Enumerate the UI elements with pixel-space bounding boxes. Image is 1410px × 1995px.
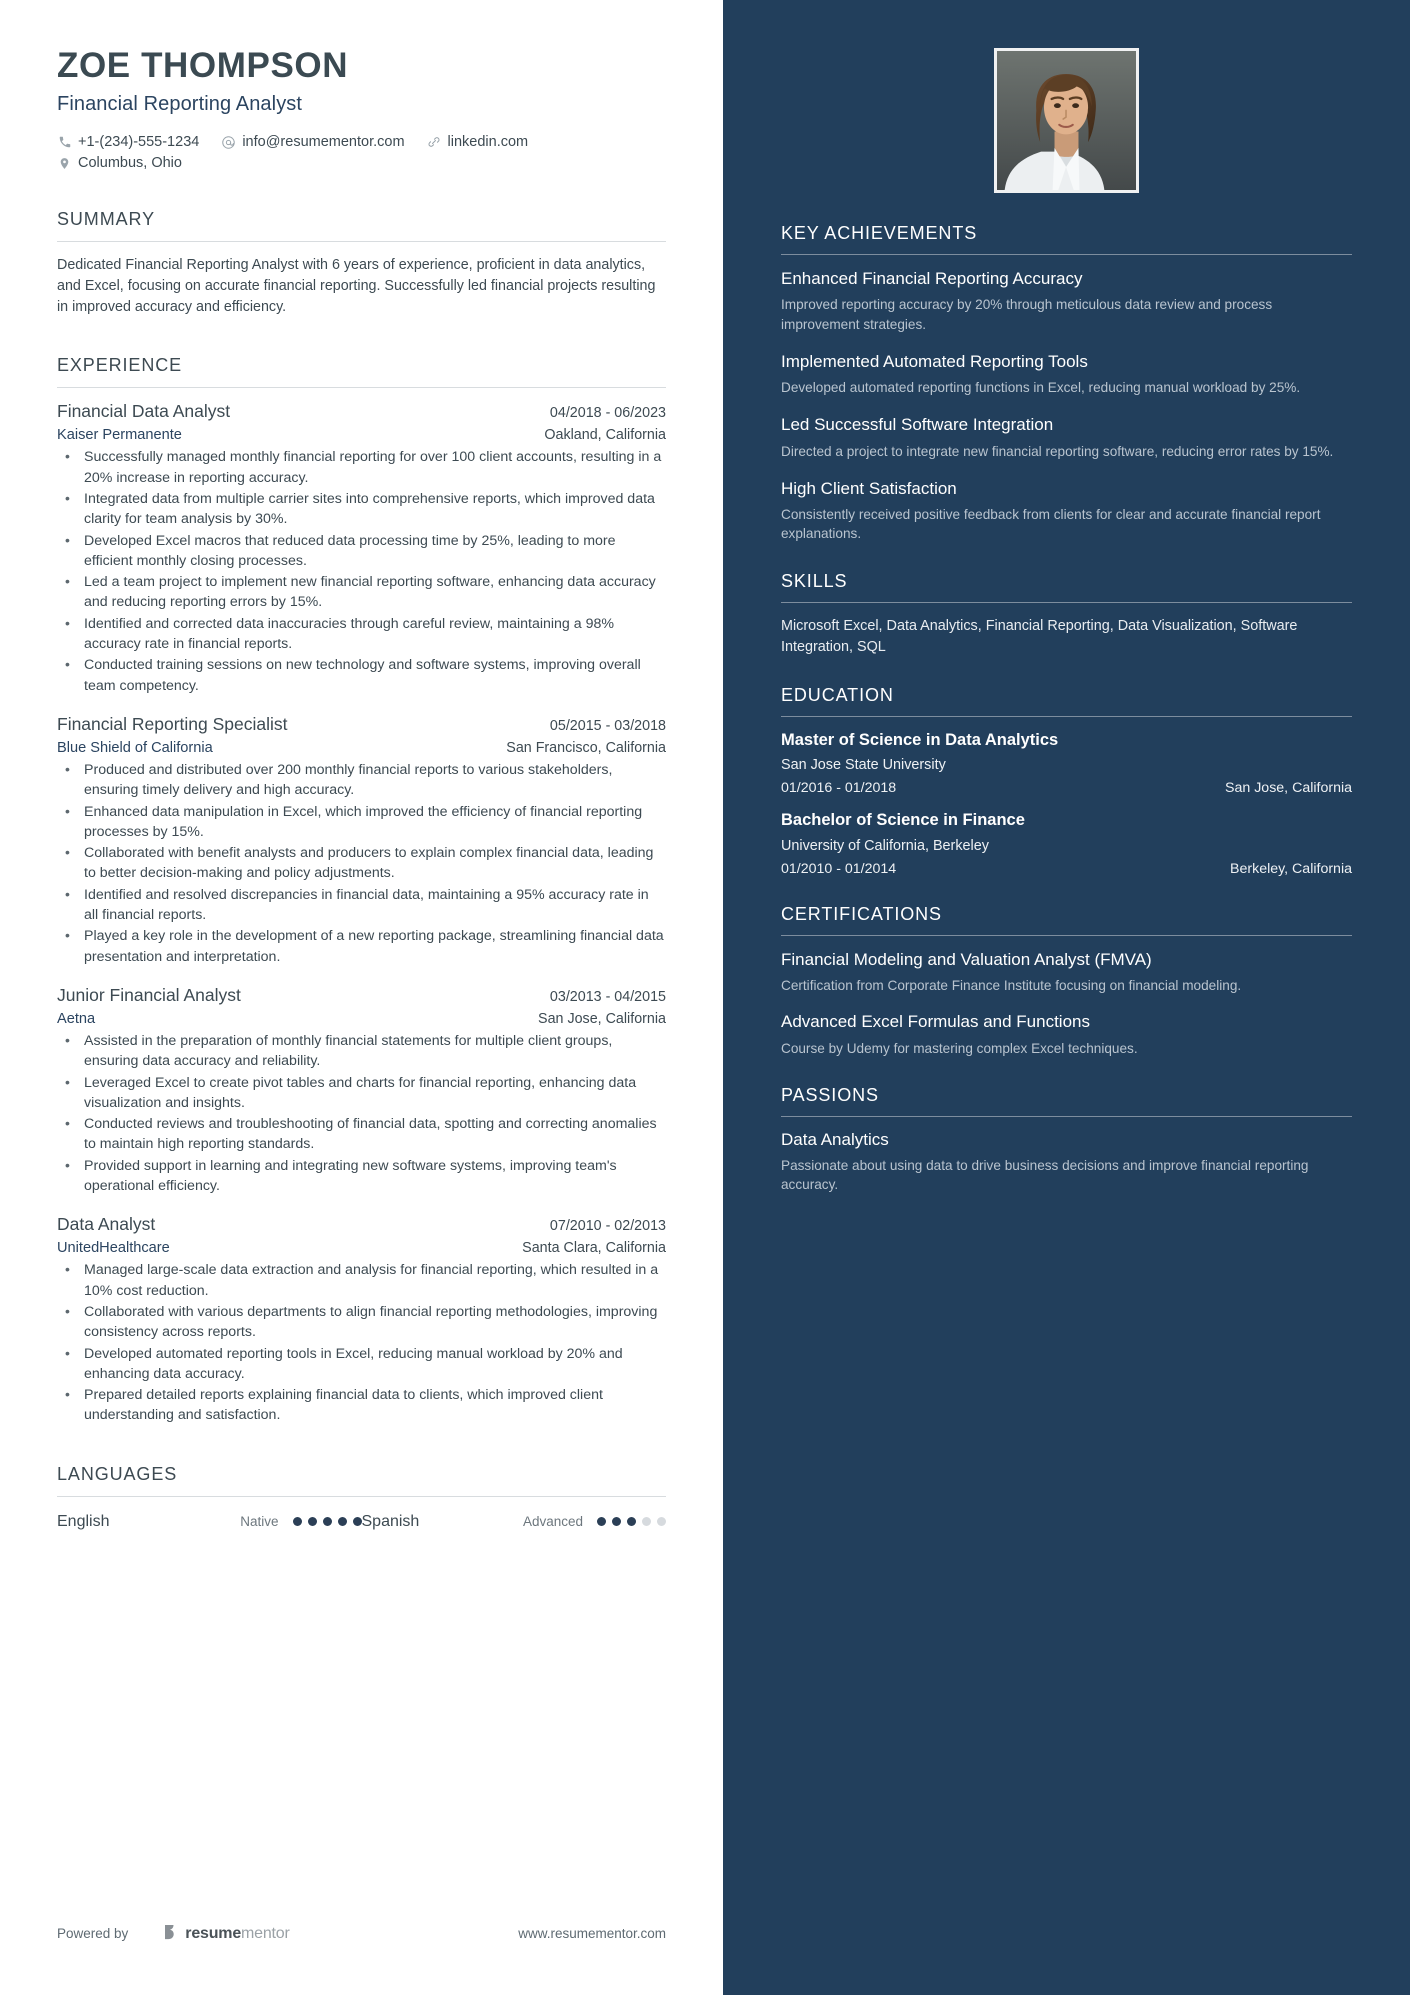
passions-heading: PASSIONS [781,1085,1352,1117]
certification-item [781,1011,1352,1058]
footer [57,1924,666,1943]
section-experience [57,355,666,1425]
experience-entry-header [57,401,666,422]
language-name: English [57,1512,110,1530]
languages-row [57,1510,666,1531]
experience-entry-subheader [57,740,666,756]
contact-phone[interactable] [57,134,199,150]
brand-name-light: mentor [241,1924,290,1942]
sidebar [723,0,1410,1995]
section-passions [781,1085,1352,1195]
language-level-dot [353,1517,362,1526]
education-item [781,810,1352,877]
experience-bullet-list [57,760,666,967]
contact-row-location [57,155,666,171]
experience-role: Financial Reporting Specialist [57,713,288,734]
achievement-description: Improved reporting accuracy by 20% through meticulous data review and process improvement strategies. [781,297,1273,332]
achievement-title: Implemented Automated Reporting Tools [781,351,1088,371]
language-item [57,1513,362,1531]
language-level-dot [612,1517,621,1526]
achievement-title: High Client Satisfaction [781,478,957,498]
experience-company: Kaiser Permanente [57,427,182,444]
contact-email-text: info@resumementor.com [242,134,405,151]
section-skills [781,571,1352,658]
language-level-dot [657,1517,666,1526]
email-icon [221,135,236,150]
experience-bullet-list [57,1260,666,1425]
achievement-title: Led Successful Software Integration [781,415,1054,435]
location-pin-icon [57,156,72,171]
experience-entry-header [57,714,666,735]
education-dates: 01/2010 - 01/2014 [781,860,897,877]
experience-role: Junior Financial Analyst [57,984,241,1005]
passion-item [781,1130,1352,1195]
experience-heading: EXPERIENCE [57,355,666,388]
experience-company: UnitedHealthcare [57,1240,170,1257]
experience-dates: 03/2013 - 04/2015 [549,988,666,1005]
experience-bullet: • Identified and corrected data inaccuracies through careful review, maintaining a 98% accuracy rate in financial reports. [57,614,666,655]
resumementor-logo[interactable] [164,1924,289,1943]
achievement-description: Developed automated reporting functions in Excel, reducing manual workload by 25%. [781,380,1301,396]
experience-entry-header [57,1214,666,1235]
page-title: ZOE THOMPSON [57,46,349,85]
language-level: Advanced [522,1514,583,1530]
experience-entry [57,714,666,967]
achievement-description: Consistently received positive feedback from clients for clear and accurate financial report explanations. [781,507,1321,542]
experience-bullet: • Conducted reviews and troubleshooting of financial data, spotting and correcting anomalies to maintain high reporting standards. [57,1114,666,1155]
experience-bullet: • Conducted training sessions on new technology and software systems, improving overall team competency. [57,655,666,696]
contact-phone-text: +1-(234)-555-1234 [78,134,200,151]
education-location: Berkeley, California [1230,860,1352,877]
experience-bullet: • Developed automated reporting tools in Excel, reducing manual workload by 20% and enhancing data accuracy. [57,1344,666,1385]
education-list [781,730,1352,877]
language-level-dot [323,1517,332,1526]
powered-by-block [57,1924,290,1943]
language-name: Spanish [361,1512,420,1530]
experience-entry [57,985,666,1196]
certification-item [781,949,1352,996]
phone-icon [57,135,72,150]
experience-bullet-list [57,1031,666,1196]
experience-entry-subheader [57,1011,666,1027]
achievement-item [781,268,1352,334]
achievements-list [781,268,1352,544]
skills-heading: SKILLS [781,571,1352,603]
experience-bullet: • Developed Excel macros that reduced data processing time by 25%, leading to more efficient monthly closing processes. [57,531,666,572]
link-icon [427,135,442,150]
section-key-achievements [781,223,1352,544]
certification-description: Certification from Corporate Finance Institute focusing on financial modeling. [781,978,1242,994]
experience-list [57,401,666,1425]
experience-company: Blue Shield of California [57,739,213,756]
language-level-dot [338,1517,347,1526]
education-meta [781,780,1352,796]
education-school: San Jose State University [781,757,946,774]
experience-bullet: • Enhanced data manipulation in Excel, which improved the efficiency of financial reporting processes by 15%. [57,802,666,843]
experience-bullet: • Prepared detailed reports explaining financial data to clients, which improved client understanding and satisfaction. [57,1385,666,1426]
certifications-heading: CERTIFICATIONS [781,904,1352,936]
certification-description: Course by Udemy for mastering complex Excel techniques. [781,1040,1138,1056]
language-level-dot [293,1517,302,1526]
achievement-item [781,478,1352,544]
experience-entry-subheader [57,427,666,443]
certification-title: Financial Modeling and Valuation Analyst (FMVA) [781,949,1152,969]
avatar [994,48,1139,193]
experience-bullet: • Played a key role in the development of a new reporting package, streamlining financial data presentation and interpretation. [57,926,666,967]
education-location: San Jose, California [1225,780,1352,797]
achievements-heading: KEY ACHIEVEMENTS [781,223,1352,255]
experience-bullet-list [57,447,666,696]
education-school: University of California, Berkeley [781,837,989,854]
experience-bullet: • Collaborated with benefit analysts and producers to explain complex financial data, leading to better decision-making and policy adjustments. [57,843,666,884]
achievement-title: Enhanced Financial Reporting Accuracy [781,269,1083,288]
languages-heading: LANGUAGES [57,1464,666,1497]
language-level-dot [597,1517,606,1526]
site-url[interactable]: www.resumementor.com [518,1926,666,1941]
passion-title: Data Analytics [781,1129,889,1149]
experience-location: San Jose, California [538,1010,666,1027]
contact-email[interactable] [221,134,404,150]
passion-description: Passionate about using data to drive business decisions and improve financial reporting accuracy. [781,1157,1309,1193]
language-level-dot [627,1517,636,1526]
experience-entry-subheader [57,1240,666,1256]
experience-role: Data Analyst [57,1214,156,1235]
brand-name-bold: resume [185,1924,242,1942]
education-item [781,730,1352,797]
contact-block [57,134,666,171]
experience-location: Oakland, California [544,427,666,444]
education-dates: 01/2016 - 01/2018 [781,780,897,797]
experience-bullet: • Successfully managed monthly financial reporting for over 100 client accounts, resulting in a 20% increase in reporting accuracy. [57,447,666,488]
experience-bullet: • Leveraged Excel to create pivot tables and charts for financial reporting, enhancing data visualization and insights. [57,1073,666,1114]
experience-entry-header [57,985,666,1006]
education-degree: Master of Science in Data Analytics [781,730,1059,749]
summary-heading: SUMMARY [57,209,666,242]
education-degree: Bachelor of Science in Finance [781,811,1025,830]
section-certifications [781,904,1352,1058]
language-level-dot [642,1517,651,1526]
experience-dates: 05/2015 - 03/2018 [549,717,666,734]
headline-job-title: Financial Reporting Analyst [57,93,303,116]
experience-bullet: • Integrated data from multiple carrier sites into comprehensive reports, which improved data clarity for team analysis by 30%. [57,489,666,530]
experience-bullet: • Assisted in the preparation of monthly financial statements for multiple client groups, ensuring data accuracy and reliability. [57,1031,666,1072]
skills-text: Microsoft Excel, Data Analytics, Financial Reporting, Data Visualization, Software Integration, SQL [781,617,1298,655]
education-meta [781,861,1352,877]
experience-dates: 07/2010 - 02/2013 [549,1218,666,1235]
experience-location: Santa Clara, California [522,1240,666,1257]
photo-container [781,0,1352,223]
certifications-list [781,949,1352,1058]
experience-bullet: • Collaborated with various departments to align financial reporting methodologies, improving consistency across reports. [57,1302,666,1343]
achievement-description: Directed a project to integrate new financial reporting software, reducing error rates by 15%. [781,443,1334,459]
section-education [781,685,1352,877]
achievement-item [781,414,1352,461]
contact-location-text: Columbus, Ohio [78,155,182,172]
education-heading: EDUCATION [781,685,1352,717]
certification-title: Advanced Excel Formulas and Functions [781,1012,1090,1032]
experience-role: Financial Data Analyst [57,401,231,422]
achievement-item [781,351,1352,398]
language-level: Native [240,1514,279,1530]
contact-link-text: linkedin.com [447,134,529,151]
contact-location [57,155,182,171]
language-level-dot [308,1517,317,1526]
summary-text: Dedicated Financial Reporting Analyst with 6 years of experience, proficient in data analytics, and Excel, focusing on accurate financial reporting. Successfully led financial projects resulting in improved accuracy and efficiency. [57,257,656,315]
experience-bullet: • Identified and resolved discrepancies in financial data, maintaining a 95% accuracy rate in all financial reports. [57,885,666,926]
experience-entry [57,401,666,696]
experience-dates: 04/2018 - 06/2023 [549,405,666,422]
experience-bullet: • Provided support in learning and integrating new software systems, improving team's operational efficiency. [57,1156,666,1197]
powered-by-label: Powered by [57,1926,129,1941]
language-level-dots [597,1517,666,1526]
passions-list [781,1130,1352,1195]
experience-location: San Francisco, California [506,739,666,756]
resumementor-mark-icon [164,1924,180,1943]
language-level-dots [293,1517,362,1526]
contact-link[interactable] [427,134,529,150]
section-summary [57,209,666,317]
section-languages [57,1464,666,1531]
experience-bullet: • Led a team project to implement new financial reporting software, enhancing data accuracy and reducing reporting errors by 15%. [57,572,666,613]
experience-bullet: • Managed large-scale data extraction and analysis for financial reporting, which resulted in a 10% cost reduction. [57,1260,666,1301]
language-item [362,1513,667,1531]
experience-bullet: • Produced and distributed over 200 monthly financial reports to various stakeholders, ensuring timely delivery and high accuracy. [57,760,666,801]
contact-row-primary [57,134,666,150]
experience-entry [57,1214,666,1425]
experience-company: Aetna [57,1010,96,1027]
avatar-image [997,51,1136,190]
